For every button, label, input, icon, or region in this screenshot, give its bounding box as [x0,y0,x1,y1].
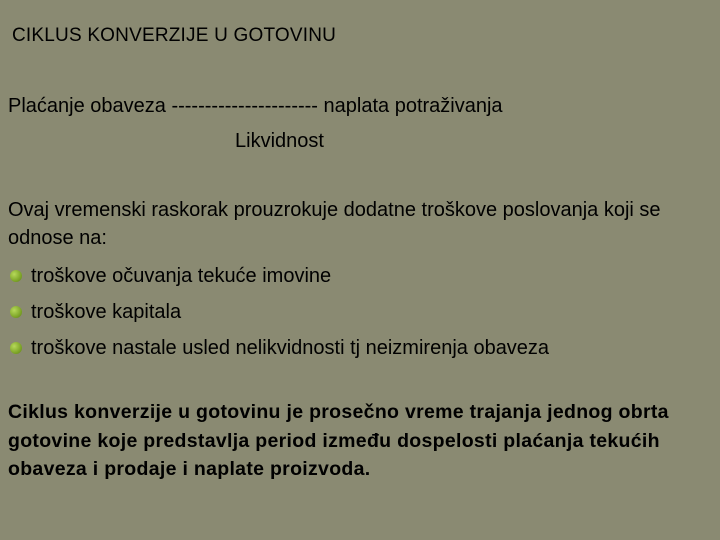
list-item-text: troškove kapitala [31,301,182,323]
list-item [8,294,708,330]
bullet-dot-icon [10,342,22,354]
intro-text: Ovaj vremenski raskorak prouzrokuje dodatne troškove poslovanja koji se odnose na: [8,199,661,249]
list-item-text: troškove nastale usled nelikvidnosti tj neizmirenja obaveza [31,337,550,359]
slide-title: CIKLUS KONVERZIJE U GOTOVINU [12,25,337,46]
list-item [8,258,708,294]
summary-text: Ciklus konverzije u gotovinu je prosečno vreme trajanja jednog obrta gotovine koje predstavlja period između dospelosti plaćanja tekućih obaveza i prodaje i naplate proizvoda. [8,401,669,480]
list-item [8,330,708,366]
list-item-text: troškove očuvanja tekuće imovine [31,265,332,287]
cycle-line: Plaćanje obaveza ---------------------- naplata potraživanja [8,95,503,117]
liquidity-label: Likvidnost [235,130,324,152]
cost-paragraph [8,196,708,366]
cost-bullet-list [8,258,708,366]
bullet-dot-icon [10,306,22,318]
bullet-dot-icon [10,270,22,282]
